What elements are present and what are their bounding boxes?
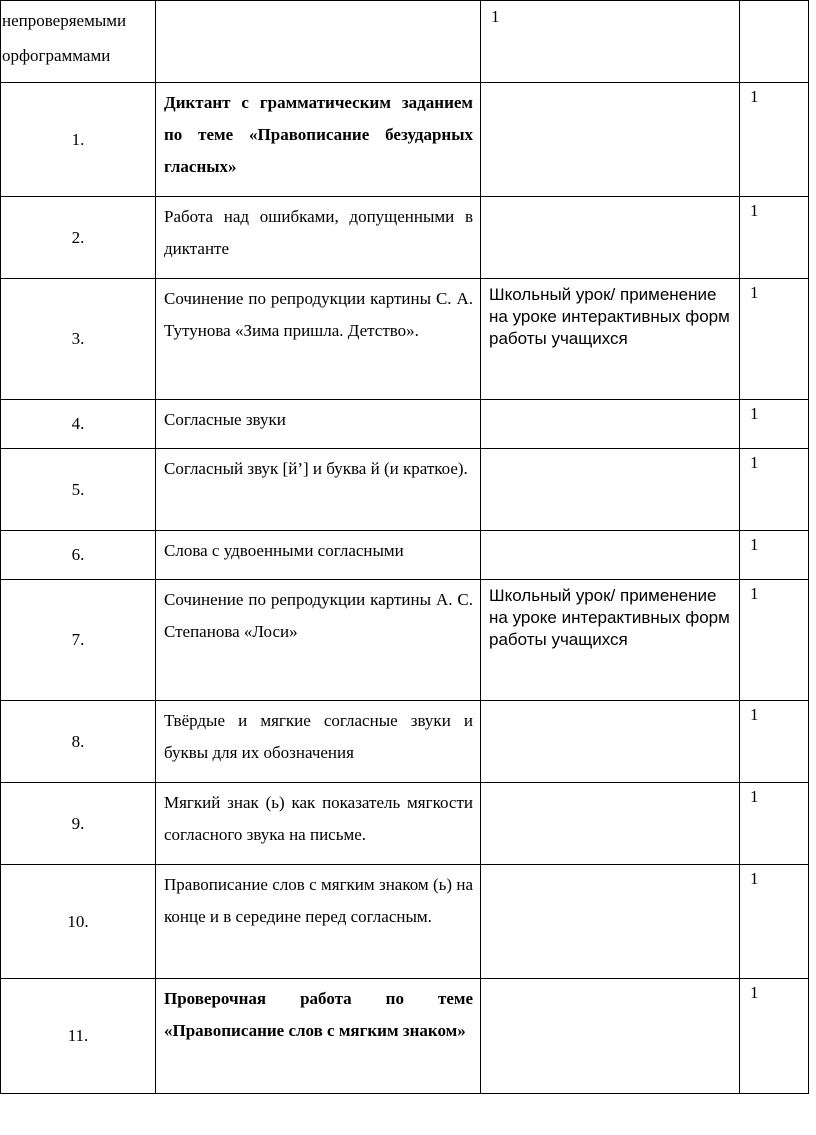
lesson-topic: Сочинение по репродукции картины С. А. Тутунова «Зима пришла. Детство». [156, 279, 481, 400]
lesson-topic: Твёрдые и мягкие согласные звуки и буквы для их обозначения [156, 701, 481, 783]
table-row [1, 865, 809, 979]
lesson-form [481, 83, 740, 197]
row-number: 6. [1, 531, 156, 580]
lesson-form [481, 197, 740, 279]
lesson-hours: 1 [740, 783, 809, 865]
row-number: 10. [1, 865, 156, 979]
lesson-form [481, 783, 740, 865]
row-number: 5. [1, 449, 156, 531]
lesson-topic: Работа над ошибками, допущенными в диктанте [156, 197, 481, 279]
lesson-hours: 1 [740, 865, 809, 979]
lesson-hours: 1 [740, 580, 809, 701]
lesson-form [481, 531, 740, 580]
lesson-form [481, 865, 740, 979]
row-number: 8. [1, 701, 156, 783]
row-number: 7. [1, 580, 156, 701]
table-row [1, 783, 809, 865]
lesson-topic: Диктант с грамматическим заданием по теме «Правописание безударных гласных» [156, 83, 481, 197]
table-row [1, 83, 809, 197]
table-row [1, 400, 809, 449]
row-number: 9. [1, 783, 156, 865]
form-cell: 1 [481, 1, 740, 83]
lesson-form: Школьный урок/ применение на уроке интерактивных форм работы учащихся [481, 580, 740, 701]
row-number: 2. [1, 197, 156, 279]
row-number: 4. [1, 400, 156, 449]
lesson-topic: Проверочная работа по теме «Правописание слов с мягким знаком» [156, 979, 481, 1094]
lesson-topic: Сочинение по репродукции картины А. С. Степанова «Лоси» [156, 580, 481, 701]
table-row [1, 979, 809, 1094]
table-row [1, 580, 809, 701]
lesson-topic: Слова с удвоенными согласными [156, 531, 481, 580]
lesson-form: Школьный урок/ применение на уроке интерактивных форм работы учащихся [481, 279, 740, 400]
table-row [1, 531, 809, 580]
lesson-topic: Согласные звуки [156, 400, 481, 449]
topic-cell [156, 1, 481, 83]
lesson-topic: Согласный звук [й’] и буква й (и краткое). [156, 449, 481, 531]
table-row [1, 449, 809, 531]
lesson-form [481, 979, 740, 1094]
row-number: 3. [1, 279, 156, 400]
lesson-hours: 1 [740, 279, 809, 400]
lesson-topic: Мягкий знак (ь) как показатель мягкости согласного звука на письме. [156, 783, 481, 865]
num-cell-continued-text: непроверяемыми орфограммами [1, 1, 156, 83]
lesson-form [481, 449, 740, 531]
table-row [1, 279, 809, 400]
table-row-continuation [1, 1, 809, 83]
row-number: 11. [1, 979, 156, 1094]
table-row [1, 197, 809, 279]
lesson-topic: Правописание слов с мягким знаком (ь) на конце и в середине перед согласным. [156, 865, 481, 979]
table-row [1, 701, 809, 783]
lesson-form [481, 400, 740, 449]
row-number: 1. [1, 83, 156, 197]
hours-cell [740, 1, 809, 83]
lesson-hours: 1 [740, 197, 809, 279]
lesson-hours: 1 [740, 979, 809, 1094]
lesson-hours: 1 [740, 400, 809, 449]
lesson-hours: 1 [740, 701, 809, 783]
lesson-hours: 1 [740, 531, 809, 580]
lesson-hours: 1 [740, 83, 809, 197]
lesson-form [481, 701, 740, 783]
lesson-hours: 1 [740, 449, 809, 531]
